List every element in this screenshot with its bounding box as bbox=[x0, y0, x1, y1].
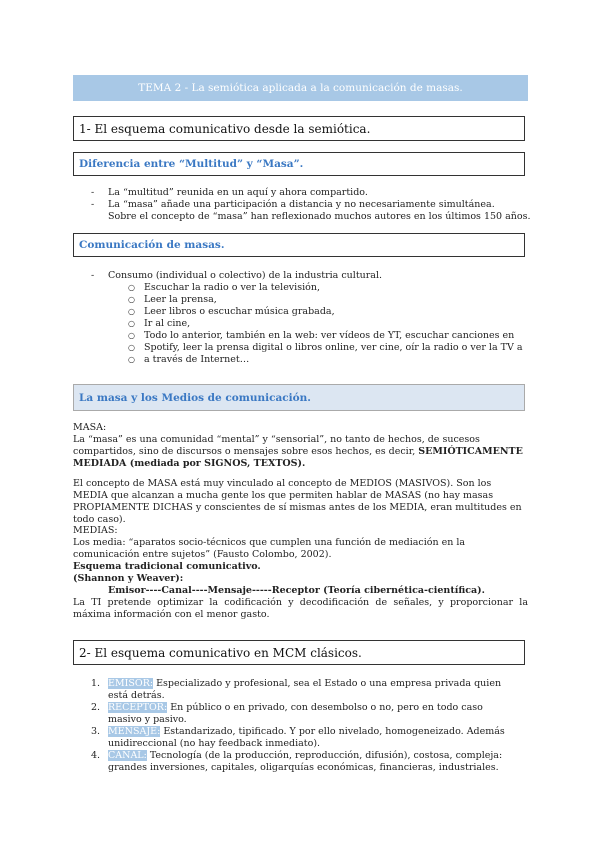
list-number: 3. bbox=[91, 726, 101, 737]
canal-label: CANAL: bbox=[108, 750, 147, 761]
receptor-text: En público o en privado, con desembolso o no, pero en todo caso bbox=[167, 702, 483, 713]
canal-text: Tecnología (de la producción, reproducción, difusión), costosa, compleja: bbox=[146, 750, 503, 761]
list-number: 2. bbox=[91, 702, 101, 713]
receptor-text-cont: masivo y pasivo. bbox=[108, 714, 187, 725]
section-1-heading: 1- El esquema comunicativo desde la semiótica. bbox=[73, 116, 525, 141]
circle-bullet-icon: ○ bbox=[128, 343, 135, 352]
consumption-subitem: Ir al cine, bbox=[144, 318, 191, 329]
topic-banner: TEMA 2 - La semiótica aplicada a la comunicación de masas. bbox=[73, 75, 528, 101]
scheme-authors: (Shannon y Weaver): bbox=[73, 573, 184, 584]
scheme-formula: Emisor----Canal----Mensaje-----Receptor (Teoría cibernética-científica). bbox=[108, 585, 485, 596]
emisor-text: Especializado y profesional, sea el Estado o una empresa privada quien bbox=[153, 678, 502, 689]
mensaje-item bbox=[108, 726, 505, 738]
diff-item-3: Sobre el concepto de “masa” han reflexionado muchos autores en los últimos 150 años. bbox=[108, 211, 531, 222]
masa-label: MASA: bbox=[73, 422, 107, 433]
consumption-subitem: Todo lo anterior, también en la web: ver vídeos de YT, escuchar canciones en bbox=[144, 330, 515, 341]
list-number: 4. bbox=[91, 750, 101, 761]
emisor-item bbox=[108, 678, 501, 690]
ti-paragraph: La TI pretende optimizar la codificación y decodificación de señales, y proporcionar la máxima información con el menor gasto. bbox=[73, 597, 528, 620]
medias-label: MEDIAS: bbox=[73, 525, 118, 536]
circle-bullet-icon: ○ bbox=[128, 319, 135, 328]
bullet-dash: - bbox=[91, 187, 95, 198]
bullet-dash: - bbox=[91, 199, 95, 210]
circle-bullet-icon: ○ bbox=[128, 283, 135, 292]
section-2-heading: 2- El esquema comunicativo en MCM clásicos. bbox=[73, 640, 525, 665]
scheme-title: Esquema tradicional comunicativo. bbox=[73, 561, 261, 572]
emisor-label: EMISOR: bbox=[108, 678, 154, 689]
masa-paragraph-text: La “masa” es una comunidad “mental” y “sensorial”, no tanto de hechos, de sucesos compartidos, sino de discursos o mensajes sobre esos hechos, es decir, bbox=[73, 434, 480, 457]
list-number: 1. bbox=[91, 678, 101, 689]
mensaje-text: Estandarizado, tipificado. Y por ello nivelado, homogeneizado. Además bbox=[160, 726, 505, 737]
diff-item-1: La “multitud” reunida en un aquí y ahora compartido. bbox=[108, 187, 368, 198]
masa-media-paragraph: El concepto de MASA está muy vinculado al concepto de MEDIOS (MASIVOS). Son los MEDIA que alcanzan a mucha gente los que permiten hablar de MASAS (no hay masas PROPIAMENTE DICHAS y conscientes de sí mismas antes de los MEDIA, eran multitudes en todo caso). bbox=[73, 478, 522, 525]
masa-paragraph bbox=[73, 434, 528, 470]
circle-bullet-icon: ○ bbox=[128, 331, 135, 340]
mensaje-text-cont: unidireccional (no hay feedback inmediato). bbox=[108, 738, 321, 749]
diff-item-2: La “masa” añade una participación a distancia y no necesariamente simultánea. bbox=[108, 199, 495, 210]
canal-item bbox=[108, 750, 502, 762]
mass-media-heading: La masa y los Medios de comunicación. bbox=[73, 384, 525, 411]
consumption-subitem: Escuchar la radio o ver la televisión, bbox=[144, 282, 320, 293]
bullet-dash: - bbox=[91, 270, 95, 281]
medias-paragraph: Los media: “aparatos socio-técnicos que cumplen una función de mediación en la comunicación entre sujetos” (Fausto Colombo, 2002). bbox=[73, 537, 466, 560]
receptor-item bbox=[108, 702, 483, 714]
circle-bullet-icon: ○ bbox=[128, 295, 135, 304]
consumption-subitem: Spotify, leer la prensa digital o libros online, ver cine, oír la radio o ver la TV a bbox=[144, 342, 523, 353]
masa-paragraph-bold: SEMIÓTICAMENTE MEDIADA (mediada por SIGNOS, TEXTOS). bbox=[73, 446, 523, 469]
consumption-subitem: a través de Internet… bbox=[144, 354, 250, 365]
receptor-label: RECEPTOR: bbox=[108, 702, 168, 713]
consumption-subitem: Leer la prensa, bbox=[144, 294, 217, 305]
consumption-subitem: Leer libros o escuchar música grabada, bbox=[144, 306, 335, 317]
difference-heading: Diferencia entre “Multitud” y “Masa”. bbox=[73, 152, 525, 176]
circle-bullet-icon: ○ bbox=[128, 307, 135, 316]
mensaje-label: MENSAJE: bbox=[108, 726, 161, 737]
circle-bullet-icon: ○ bbox=[128, 355, 135, 364]
mass-communication-heading: Comunicación de masas. bbox=[73, 233, 525, 257]
canal-text-cont: grandes inversiones, capitales, oligarquías económicas, financieras, industriales. bbox=[108, 762, 499, 773]
consumption-item: Consumo (individual o colectivo) de la industria cultural. bbox=[108, 270, 383, 281]
emisor-text-cont: está detrás. bbox=[108, 690, 165, 701]
